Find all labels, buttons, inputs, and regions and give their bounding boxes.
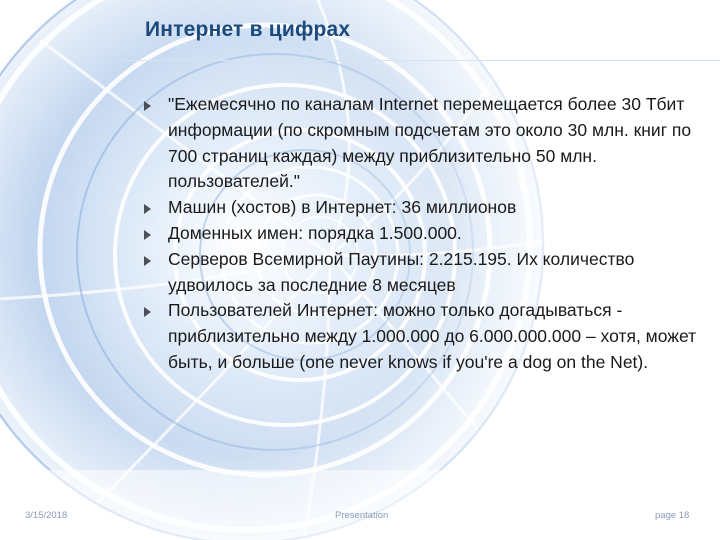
bullet-text: "Ежемесячно по каналам Internet перемещается более 30 Тбит информации (по скромным подсчетам это около 30 млн. книг по 700 страниц каждая) между приблизительно 50 млн. пользователей." [168, 94, 692, 192]
bullet-item [144, 92, 704, 195]
bullet-item [144, 195, 704, 221]
bullet-arrow-icon [144, 256, 151, 266]
bullet-item [144, 298, 704, 375]
slide-title: Интернет в цифрах [145, 18, 351, 41]
bullet-arrow-icon [144, 204, 151, 214]
footer-page-number: page 18 [655, 510, 690, 521]
bullet-arrow-icon [144, 230, 151, 240]
footer-date: 3/15/2018 [25, 510, 68, 521]
title-divider [120, 60, 720, 61]
bullet-text: Машин (хостов) в Интернет: 36 миллионов [168, 197, 517, 218]
footer-presentation-label: Presentation [335, 510, 389, 521]
bullet-arrow-icon [144, 307, 151, 317]
bullet-text: Серверов Всемирной Паутины: 2.215.195. Их количество удвоилось за последние 8 месяцев [168, 248, 635, 295]
bullet-arrow-icon [144, 101, 151, 111]
bullet-text: Пользователей Интернет: можно только догадываться - приблизительно между 1.000.000 до 6.000.000.000 – хотя, может быть, и больше (one never knows if you're a dog on the Net). [168, 300, 697, 372]
bullet-text: Доменных имен: порядка 1.500.000. [168, 222, 462, 243]
bullet-list [144, 92, 704, 376]
bullet-item [144, 221, 704, 247]
bullet-item [144, 247, 704, 299]
